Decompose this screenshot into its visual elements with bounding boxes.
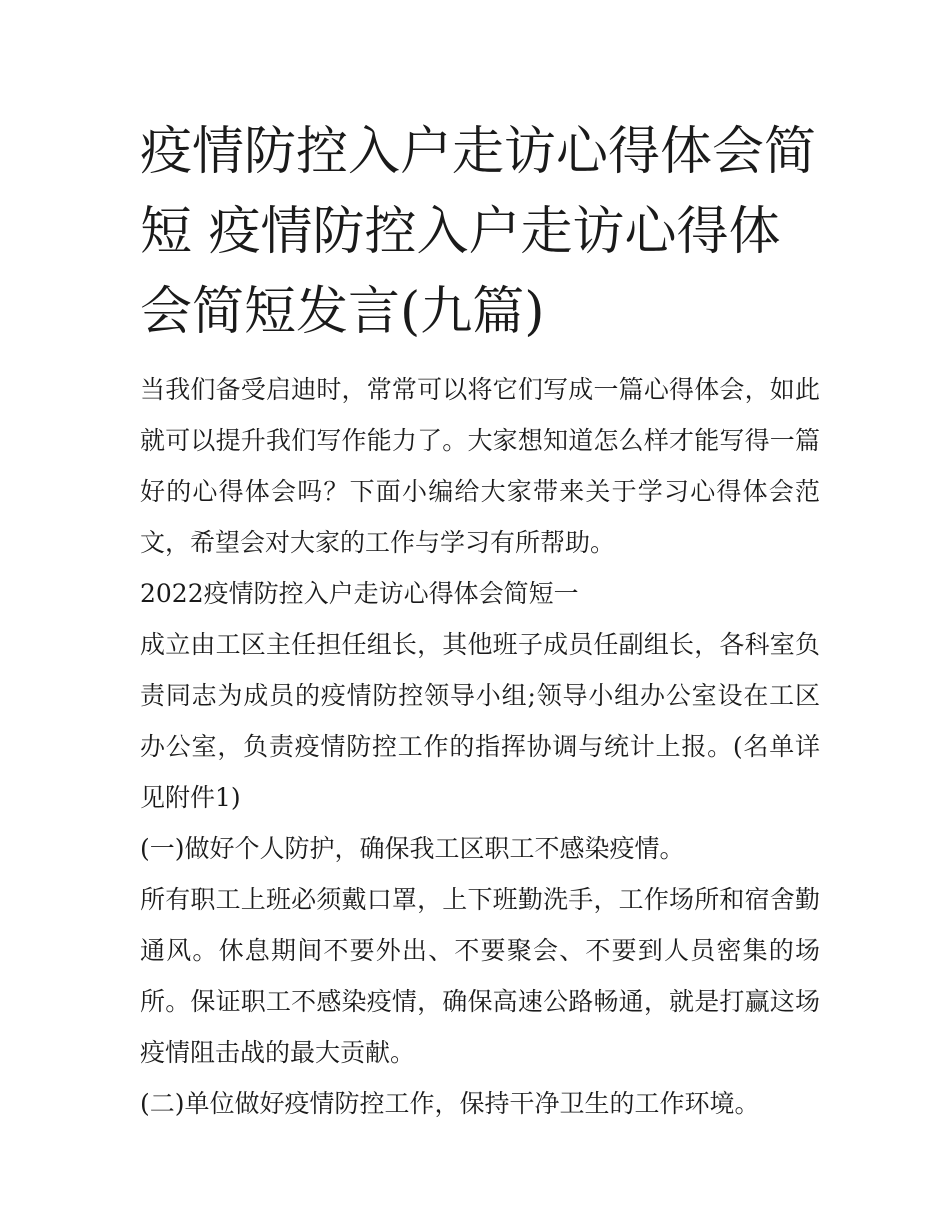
subsection-heading: (一)做好个人防护，确保我工区职工不感染疫情。 <box>140 834 685 863</box>
body-paragraph: 所有职工上班必须戴口罩，上下班勤洗手，工作场所和宿舍勤通风。休息期间不要外出、不要聚会、不要到人员密集的场所。保证职工不感染疫情，确保高速公路畅通，就是打赢这场疫情阻击战的最大贡献。 <box>140 885 820 1067</box>
intro-paragraph: 当我们备受启迪时，常常可以将它们写成一篇心得体会，如此就可以提升我们写作能力了。大家想知道怎么样才能写得一篇好的心得体会吗？下面小编给大家带来关于学习心得体会范文，希望会对大家的工作与学习有所帮助。 <box>140 375 820 557</box>
document-title: 疫情防控入户走访心得体会简短 疫情防控入户走访心得体会简短发言(九篇) <box>140 122 817 342</box>
subsection-heading: (二)单位做好疫情防控工作，保持干净卫生的工作环境。 <box>140 1089 760 1118</box>
section-heading: 2022疫情防控入户走访心得体会简短一 <box>140 579 579 608</box>
document-content <box>140 112 820 1129</box>
body-paragraph: 成立由工区主任担任组长，其他班子成员任副组长，各科室负责同志为成员的疫情防控领导小组;领导小组办公室设在工区办公室，负责疫情防控工作的指挥协调与统计上报。(名单详见附件1) <box>140 630 820 812</box>
